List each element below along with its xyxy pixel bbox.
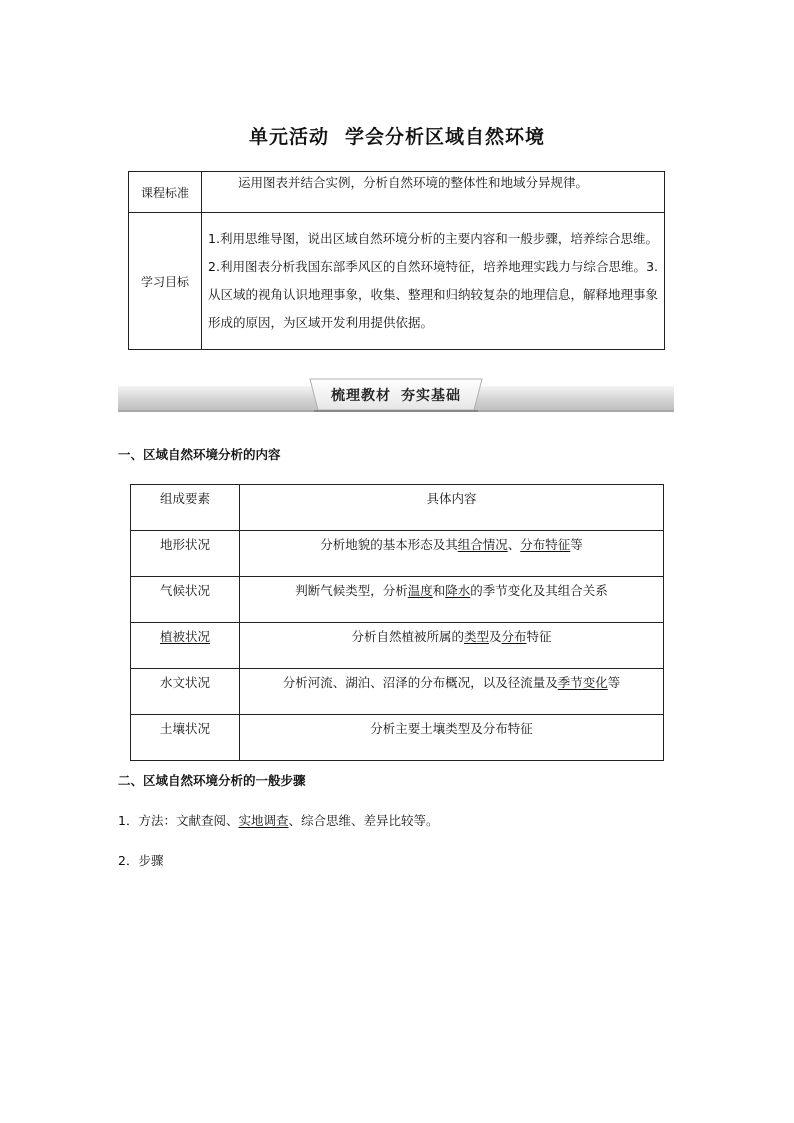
content-cell (240, 623, 664, 669)
element-cell (131, 623, 240, 669)
text-segment: 及 (488, 629, 502, 644)
content-cell (240, 669, 664, 715)
underlined-text: 温度 (407, 583, 433, 598)
text-segment: 、 (507, 537, 521, 552)
steps-line: 2．步骤 (118, 853, 164, 868)
column-header: 具体内容 (240, 485, 664, 531)
method-prefix: 1．方法：文献查阅、 (118, 813, 239, 828)
title-part-1: 单元活动 (248, 126, 329, 148)
standards-text: 运用图表并结合实例，分析自然环境的整体性和地域分异规律。 (202, 172, 665, 213)
text-segment: 分析地貌的基本形态及其 (320, 537, 458, 552)
table-row (131, 669, 664, 715)
underlined-text: 分布特征 (520, 537, 571, 552)
objectives-label: 学习目标 (129, 213, 202, 350)
title-part-2: 学会分析区域自然环境 (345, 126, 546, 148)
section-banner (118, 374, 674, 416)
text-segment: 的季节变化及其组合关系 (470, 583, 608, 598)
element-cell: 水文状况 (131, 669, 240, 715)
text-segment: 特征 (526, 629, 552, 644)
underlined-text: 组合情况 (457, 537, 508, 552)
objectives-row (129, 213, 665, 350)
text-segment: 分析主要土壤类型及分布特征 (370, 721, 533, 736)
table-row (131, 623, 664, 669)
section-heading-steps: 二、区域自然环境分析的一般步骤 (118, 773, 306, 788)
objectives-text: 1.利用思维导图，说出区域自然环境分析的主要内容和一般步骤，培养综合思维。2.利用图表分析我国东部季风区的自然环境特征，培养地理实践力与综合思维。3.从区域的视角认识地理事象，收集、整理和归纳较复杂的地理信息，解释地理事象形成的原因，为区域开发利用提供依据。 (202, 213, 665, 350)
underlined-text: 类型 (463, 629, 489, 644)
section-heading-content: 一、区域自然环境分析的内容 (118, 447, 281, 462)
table-row (131, 577, 664, 623)
table-row (131, 531, 664, 577)
text-segment: 分析自然植被所属的 (351, 629, 464, 644)
banner-part-2: 夯实基础 (401, 388, 461, 404)
text-segment: 和 (432, 583, 446, 598)
standards-label: 课程标准 (129, 172, 202, 213)
banner-label (118, 385, 674, 405)
underlined-text: 降水 (445, 583, 471, 598)
element-cell: 气候状况 (131, 577, 240, 623)
element-text: 植被状况 (159, 629, 210, 644)
banner-part-1: 梳理教材 (331, 388, 391, 404)
content-cell (240, 715, 664, 761)
components-table (130, 484, 664, 761)
underlined-text: 分布 (501, 629, 527, 644)
column-header: 组成要素 (131, 485, 240, 531)
standards-row (129, 172, 665, 213)
content-cell (240, 577, 664, 623)
text-segment: 分析河流、湖泊、沼泽的分布概况，以及径流量及 (282, 675, 558, 690)
text-segment: 等 (570, 537, 583, 552)
table-header-row (131, 485, 664, 531)
underlined-text: 季节变化 (557, 675, 608, 690)
standards-table (128, 171, 665, 350)
method-suffix: 、综合思维、差异比较等。 (288, 813, 439, 828)
text-segment: 判断气候类型，分析 (295, 583, 408, 598)
table-row (131, 715, 664, 761)
element-cell: 地形状况 (131, 531, 240, 577)
content-cell (240, 531, 664, 577)
method-line (118, 811, 439, 829)
text-segment: 等 (607, 675, 621, 690)
page-title (0, 122, 794, 149)
element-cell: 土壤状况 (131, 715, 240, 761)
method-underlined: 实地调查 (238, 813, 289, 828)
